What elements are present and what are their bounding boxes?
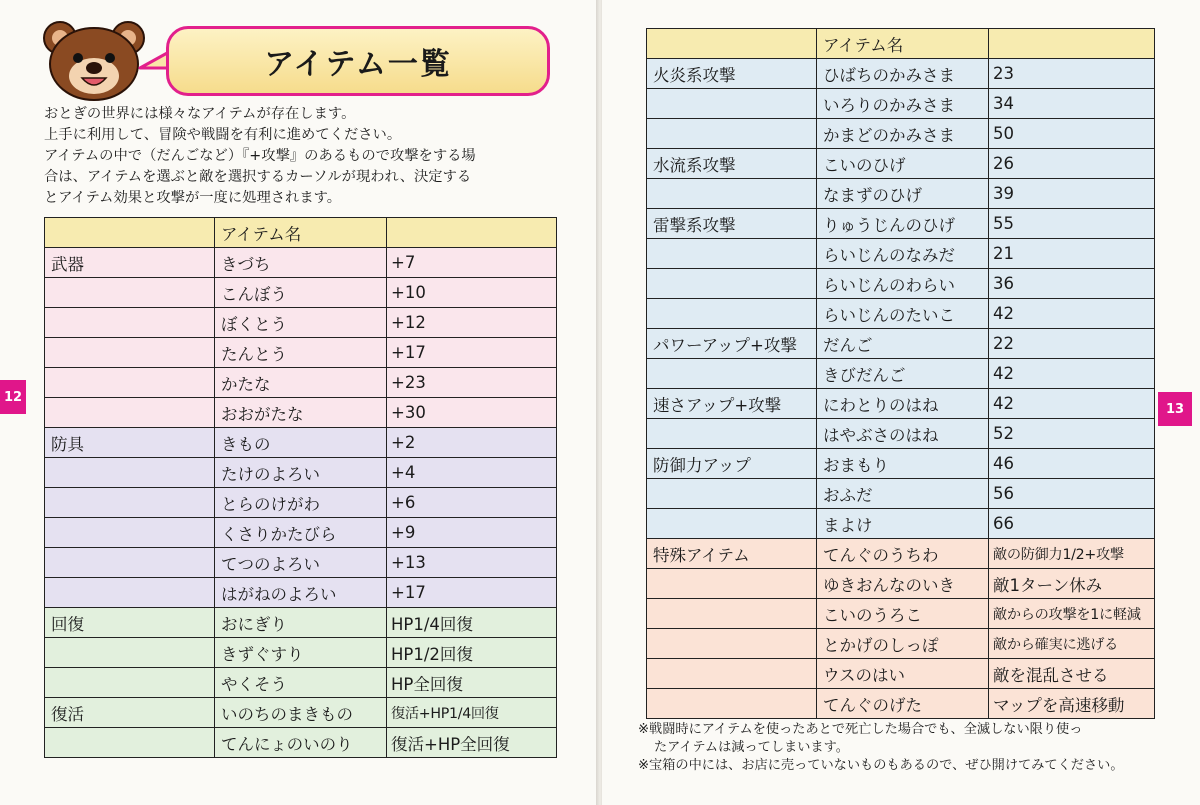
item-effect: +17 <box>387 338 557 368</box>
column-header-item-name: アイテム名 <box>817 29 989 59</box>
item-effect: 42 <box>989 359 1155 389</box>
table-row <box>647 479 1155 509</box>
table-row <box>45 548 557 578</box>
table-row <box>45 668 557 698</box>
item-name: おふだ <box>817 479 989 509</box>
item-category <box>45 668 215 698</box>
item-effect: 34 <box>989 89 1155 119</box>
item-category <box>647 509 817 539</box>
item-name: らいじんのたいこ <box>817 299 989 329</box>
table-row <box>45 308 557 338</box>
item-category <box>647 179 817 209</box>
table-row <box>647 209 1155 239</box>
table-row <box>647 359 1155 389</box>
item-effect: 39 <box>989 179 1155 209</box>
item-table-right-body <box>647 29 1155 719</box>
item-category: 回復 <box>45 608 215 638</box>
item-category: パワーアップ+攻撃 <box>647 329 817 359</box>
item-category <box>647 569 817 599</box>
title-bubble <box>166 26 550 96</box>
item-effect: 46 <box>989 449 1155 479</box>
item-category <box>45 278 215 308</box>
table-row <box>647 659 1155 689</box>
item-name: こんぼう <box>215 278 387 308</box>
table-row <box>647 389 1155 419</box>
item-effect: +7 <box>387 248 557 278</box>
item-effect: 敵から確実に逃げる <box>989 629 1155 659</box>
page-title: アイテム一覧 <box>264 47 452 82</box>
item-name: くさりかたびら <box>215 518 387 548</box>
item-name: ウスのはい <box>817 659 989 689</box>
item-effect: 42 <box>989 299 1155 329</box>
item-name: たけのよろい <box>215 458 387 488</box>
item-category <box>45 548 215 578</box>
item-effect: +9 <box>387 518 557 548</box>
item-name: きもの <box>215 428 387 458</box>
left-page <box>0 0 598 805</box>
item-category <box>647 659 817 689</box>
bear-mascot-icon <box>40 20 148 102</box>
item-name: りゅうじんのひげ <box>817 209 989 239</box>
item-name: なまずのひげ <box>817 179 989 209</box>
item-effect: +2 <box>387 428 557 458</box>
item-category <box>647 119 817 149</box>
item-category <box>45 458 215 488</box>
item-name: かまどのかみさま <box>817 119 989 149</box>
table-row <box>45 368 557 398</box>
item-category <box>647 689 817 719</box>
table-row <box>45 608 557 638</box>
item-name: きびだんご <box>817 359 989 389</box>
item-name: おにぎり <box>215 608 387 638</box>
table-row <box>647 269 1155 299</box>
item-name: たんとう <box>215 338 387 368</box>
item-effect: +10 <box>387 278 557 308</box>
item-category <box>647 239 817 269</box>
item-name: らいじんのなみだ <box>817 239 989 269</box>
table-row <box>647 299 1155 329</box>
item-category <box>45 578 215 608</box>
intro-line: 上手に利用して、冒険や戦闘を有利に進めてください。 <box>44 127 402 143</box>
table-row <box>647 89 1155 119</box>
table-row <box>45 728 557 758</box>
item-category: 火炎系攻撃 <box>647 59 817 89</box>
item-category: 防御力アップ <box>647 449 817 479</box>
item-name: だんご <box>817 329 989 359</box>
intro-line: とアイテム効果と攻撃が一度に処理されます。 <box>44 190 342 206</box>
item-category <box>647 599 817 629</box>
item-effect: 50 <box>989 119 1155 149</box>
item-category: 雷撃系攻撃 <box>647 209 817 239</box>
item-name: とかげのしっぽ <box>817 629 989 659</box>
item-effect: 敵を混乱させる <box>989 659 1155 689</box>
table-row <box>647 509 1155 539</box>
item-effect: +17 <box>387 578 557 608</box>
footnote-line: ※戦闘時にアイテムを使ったあとで死亡した場合でも、全滅しない限り使っ <box>638 722 1083 737</box>
column-header-blank <box>647 29 817 59</box>
item-table-right <box>646 28 1155 719</box>
item-category <box>45 518 215 548</box>
item-effect: HP1/4回復 <box>387 608 557 638</box>
item-category <box>647 89 817 119</box>
item-category <box>45 638 215 668</box>
item-category <box>647 629 817 659</box>
item-effect: 復活+HP1/4回復 <box>387 698 557 728</box>
item-category <box>45 338 215 368</box>
footnote-line: たアイテムは減ってしまいます。 <box>654 740 849 755</box>
table-row <box>45 578 557 608</box>
footnote-line: ※宝箱の中には、お店に売っていないものもあるので、ぜひ開けてみてください。 <box>638 758 1124 773</box>
table-row <box>45 638 557 668</box>
item-effect: 敵からの攻撃を1に軽減 <box>989 599 1155 629</box>
table-row <box>647 329 1155 359</box>
item-category <box>45 488 215 518</box>
column-header-blank <box>989 29 1155 59</box>
item-name: ひばちのかみさま <box>817 59 989 89</box>
item-name: いのちのまきもの <box>215 698 387 728</box>
item-name: やくそう <box>215 668 387 698</box>
item-effect: 56 <box>989 479 1155 509</box>
item-name: てんぐのげた <box>817 689 989 719</box>
item-category <box>45 368 215 398</box>
item-effect: 26 <box>989 149 1155 179</box>
table-row <box>45 458 557 488</box>
item-name: きずぐすり <box>215 638 387 668</box>
item-name: てんぐのうちわ <box>817 539 989 569</box>
item-effect: +23 <box>387 368 557 398</box>
item-category: 速さアップ+攻撃 <box>647 389 817 419</box>
item-effect: 55 <box>989 209 1155 239</box>
table-row <box>647 419 1155 449</box>
intro-line: おとぎの世界には様々なアイテムが存在します。 <box>44 106 356 122</box>
page-number-left: 12 <box>0 380 26 414</box>
item-category: 武器 <box>45 248 215 278</box>
table-row <box>647 569 1155 599</box>
column-header-blank <box>45 218 215 248</box>
table-row <box>647 629 1155 659</box>
intro-line: アイテムの中で（だんごなど）『+攻撃』のあるもので攻撃をする場 <box>44 148 476 164</box>
item-name: かたな <box>215 368 387 398</box>
table-row <box>45 698 557 728</box>
item-category <box>45 728 215 758</box>
item-effect: 36 <box>989 269 1155 299</box>
item-effect: 敵の防御力1/2+攻撃 <box>989 539 1155 569</box>
item-category <box>647 269 817 299</box>
item-effect: 敵1ターン休み <box>989 569 1155 599</box>
item-category: 水流系攻撃 <box>647 149 817 179</box>
table-row <box>647 239 1155 269</box>
table-header-row <box>45 218 557 248</box>
item-name: とらのけがわ <box>215 488 387 518</box>
item-name: てんにょのいのり <box>215 728 387 758</box>
item-effect: +6 <box>387 488 557 518</box>
item-name: こいのひげ <box>817 149 989 179</box>
table-row <box>45 428 557 458</box>
table-row <box>647 599 1155 629</box>
item-name: にわとりのはね <box>817 389 989 419</box>
item-category: 特殊アイテム <box>647 539 817 569</box>
table-row <box>647 59 1155 89</box>
item-category: 防具 <box>45 428 215 458</box>
intro-line: 合は、アイテムを選ぶと敵を選択するカーソルが現われ、決定する <box>44 169 472 185</box>
item-category <box>45 308 215 338</box>
item-effect: 21 <box>989 239 1155 269</box>
item-table-left <box>44 217 557 758</box>
table-row <box>647 179 1155 209</box>
item-effect: 66 <box>989 509 1155 539</box>
table-row <box>45 518 557 548</box>
item-category <box>647 359 817 389</box>
column-header-blank <box>387 218 557 248</box>
item-name: ゆきおんなのいき <box>817 569 989 599</box>
item-name: きづち <box>215 248 387 278</box>
item-name: まよけ <box>817 509 989 539</box>
table-row <box>647 689 1155 719</box>
table-row <box>45 398 557 428</box>
table-row <box>45 488 557 518</box>
item-name: てつのよろい <box>215 548 387 578</box>
column-header-item-name: アイテム名 <box>215 218 387 248</box>
item-effect: +30 <box>387 398 557 428</box>
item-effect: 23 <box>989 59 1155 89</box>
item-name: らいじんのわらい <box>817 269 989 299</box>
item-category: 復活 <box>45 698 215 728</box>
table-row <box>647 119 1155 149</box>
footnotes <box>638 721 1158 775</box>
item-name: ぼくとう <box>215 308 387 338</box>
item-effect: 復活+HP全回復 <box>387 728 557 758</box>
item-category <box>647 299 817 329</box>
item-name: こいのうろこ <box>817 599 989 629</box>
item-effect: 42 <box>989 389 1155 419</box>
table-row <box>45 248 557 278</box>
table-row <box>647 539 1155 569</box>
intro-text <box>44 104 564 209</box>
table-row <box>45 278 557 308</box>
item-name: はやぶさのはね <box>817 419 989 449</box>
item-effect: マップを高速移動 <box>989 689 1155 719</box>
item-effect: 52 <box>989 419 1155 449</box>
table-row <box>647 149 1155 179</box>
item-name: いろりのかみさま <box>817 89 989 119</box>
item-effect: 22 <box>989 329 1155 359</box>
item-effect: HP全回復 <box>387 668 557 698</box>
item-category <box>647 479 817 509</box>
item-category <box>45 398 215 428</box>
table-row <box>647 449 1155 479</box>
item-name: はがねのよろい <box>215 578 387 608</box>
item-effect: +13 <box>387 548 557 578</box>
item-name: おおがたな <box>215 398 387 428</box>
table-row <box>45 338 557 368</box>
item-effect: HP1/2回復 <box>387 638 557 668</box>
item-name: おまもり <box>817 449 989 479</box>
item-effect: +12 <box>387 308 557 338</box>
page-number-right: 13 <box>1158 392 1192 426</box>
item-category <box>647 419 817 449</box>
item-table-left-body <box>45 218 557 758</box>
item-effect: +4 <box>387 458 557 488</box>
table-header-row <box>647 29 1155 59</box>
